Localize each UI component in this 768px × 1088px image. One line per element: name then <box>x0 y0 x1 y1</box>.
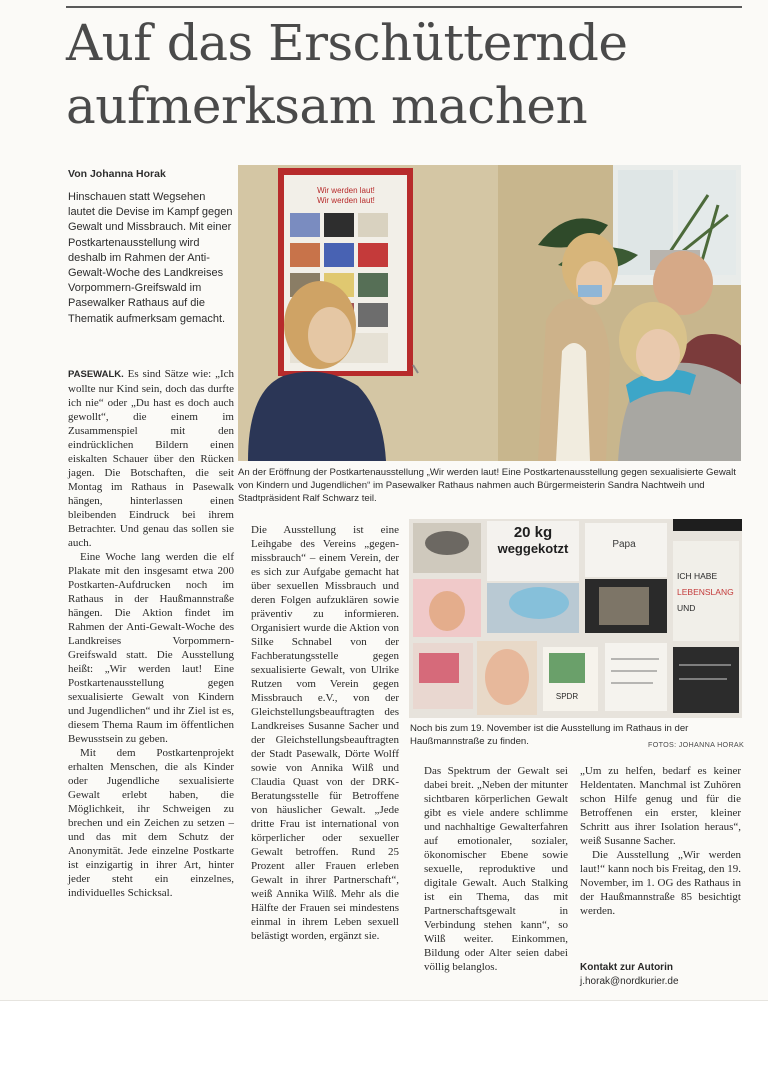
photo-exhibition-opening <box>238 165 741 461</box>
col3-paragraph-1: Das Spektrum der Gewalt sei dabei breit. „Neben der mitunter sichtbaren körperlichen Gewalt gibt es viele andere schlimme und nachhaltige Gewalterfahren auf emotionaler, sozialer, ökonomischer Ebene sowie sexuelle, reproduktive und digitale Gewalt. Auch Stalking ist ein Thema, das mit Partnerschaftsgewalt in Verbindung stehen kann“, so Wilß weiter. Einkommen, Bildung oder Alter seien dabei völlig belanglos. <box>424 765 568 973</box>
postcard-und: UND <box>677 603 696 613</box>
headline-line-1: Auf das Erschütternde <box>66 14 628 72</box>
body-column-4 <box>580 764 741 918</box>
col4-paragraph-2: Die Ausstellung „Wir werden laut!“ kann noch bis Freitag, den 19. November, im 1. OG des Rathaus in der Haußmannstraße 85 besichtigt werden. <box>580 849 741 917</box>
headline-line-2: aufmerksam machen <box>66 77 588 135</box>
body-column-2 <box>251 523 399 943</box>
photo-credit: FOTOS: JOHANNA HORAK <box>648 740 745 749</box>
dateline: PASEWALK. <box>68 369 124 380</box>
postcard-weggekotzt: weggekotzt <box>497 541 569 556</box>
scan-margin <box>0 1000 768 1088</box>
headline <box>66 12 756 138</box>
lead-paragraph: Hinschauen statt Wegsehen lautet die Devise im Kampf gegen Gewalt und Missbrauch. Mit einer Postkartenausstellung wird deshalb im Rahmen der Anti-Gewalt-Woche des Landkreises Vorpommern-Greifswald im Pasewalker Rathaus auf die Thematik aufmerksam gemacht. <box>68 191 233 325</box>
photo-postcards-caption: Noch bis zum 19. November ist die Ausstellung im Rathaus in der Haußmannstraße zu finden. <box>410 723 689 747</box>
byline: Von Johanna Horak <box>68 168 166 180</box>
photo-exhibition-opening-caption: An der Eröffnung der Postkartenausstellung „Wir werden laut! Eine Postkartenausstellung gegen sexualisierte Gewalt von Kindern und Jugendlichen“ im Pasewalker Rathaus nahmen auch Bürgermeisterin Sandra Nachtweih und Stadtpräsident Ralf Schwarz teil. <box>238 467 736 504</box>
photo-postcards <box>409 519 742 718</box>
postcard-ich-habe: ICH HABE <box>677 571 718 581</box>
author-contact-email: j.horak@nordkurier.de <box>580 976 679 987</box>
poster-title-2: Wir werden laut! <box>317 196 375 205</box>
postcard-papa: Papa <box>612 539 636 550</box>
body-column-1 <box>68 367 234 900</box>
photo-postcards-image <box>409 519 742 718</box>
poster-title-1: Wir werden laut! <box>317 186 375 195</box>
postcard-spdr: SPDR <box>555 692 579 701</box>
postcard-20kg: 20 kg <box>513 524 553 541</box>
col1-paragraph-3: Mit dem Postkartenprojekt erhalten Menschen, die als Kinder oder Jugendliche sexualisierte Gewalt erlebt haben, die Möglichkeit, ihr Schweigen zu brechen und ein Zeichen zu setzen – und das mit dem Schutz der Anonymität. Jede einzelne Postkarte ist einzigartig in ihrer Art, hinter jeder steht ein einzelnes, individuelles Schicksal. <box>68 747 234 899</box>
col1-paragraph-1: Es sind Sätze wie: „Ich wollte nur Kind sein, doch das durfte ich nie“ oder „Du hast es doch auch gewollt“, die einem im Zusammenspiel mit den eindrücklichen Bildern einen eiskalten Schauer über den Rücken jagen. Die Botschaften, die seit Montag im Rathaus in Pasewalk hängen, hinterlassen einen bleibenden Eindruck bei ihrem Betrachter. Und genau das sollen sie auch. <box>68 368 234 549</box>
col4-paragraph-1: „Um zu helfen, bedarf es keiner Heldentaten. Manchmal ist Zuhören schon Hilfe genug und für die Betroffenen ein erster, kleiner Schritt aus ihrer Isolation heraus“, weiß Susanne Sacher. <box>580 765 741 847</box>
col2-paragraph-1: Die Ausstellung ist eine Leihgabe des Vereins „gegen-missbrauch“ – einem Verein, der es sich zur Aufgabe gemacht hat über sexuellen Missbrauch und deren Folgen aufzuklären sowie präventiv zu informieren. Organisiert wurde die Aktion von Silke Schnabel von der Fachberatungsstelle gegen sexualisierte Gewalt, von Ulrike Rutzen vom Verein gegen Missbrauch e.V., von der Gleichstellungsbeauftragten des Landkreises Susanne Sacher und der Gleichstellungsbeauftragten der Stadt Pasewalk, Dörte Wolff sowie von Annika Wilß und Claudia Quast von der DRK-Beratungsstelle für Betroffene von häuslicher Gewalt. „Jede dritte Frau ist international von körperlicher oder sexueller Gewalt betroffen. Rund 25 Prozent aller Frauen erleben Gewalt in ihrer Partnerschaft“, weiß Annika Wilß. Mehr als die Hälfte der Frauen sei mindestens einmal in ihrem Leben sexuell belästigt worden, ergänzt sie. <box>251 524 399 942</box>
postcard-lebenslang: LEBENSLANG <box>677 587 734 597</box>
body-column-3 <box>424 764 568 974</box>
photo-exhibition-opening-image <box>238 165 741 461</box>
author-contact-heading: Kontakt zur Autorin <box>580 962 673 973</box>
col1-paragraph-2: Eine Woche lang werden die elf Plakate mit den insgesamt etwa 200 Postkarten-Aufdrucken noch im Rathaus in der Haußmannstraße hängen. Die Aktion findet im Rahmen der Anti-Gewalt-Woche des Landkreises Vorpommern-Greifswald statt. Die Ausstellung heißt: „Wir werden laut! Eine Postkartenausstellung gegen sexualisierte Gewalt von Kindern und Jugendlichen“ und ihr Ziel ist es, diesem Thema Raum im öffentlichen Bewusstsein zu geben. <box>68 551 234 745</box>
top-rule <box>66 6 742 8</box>
